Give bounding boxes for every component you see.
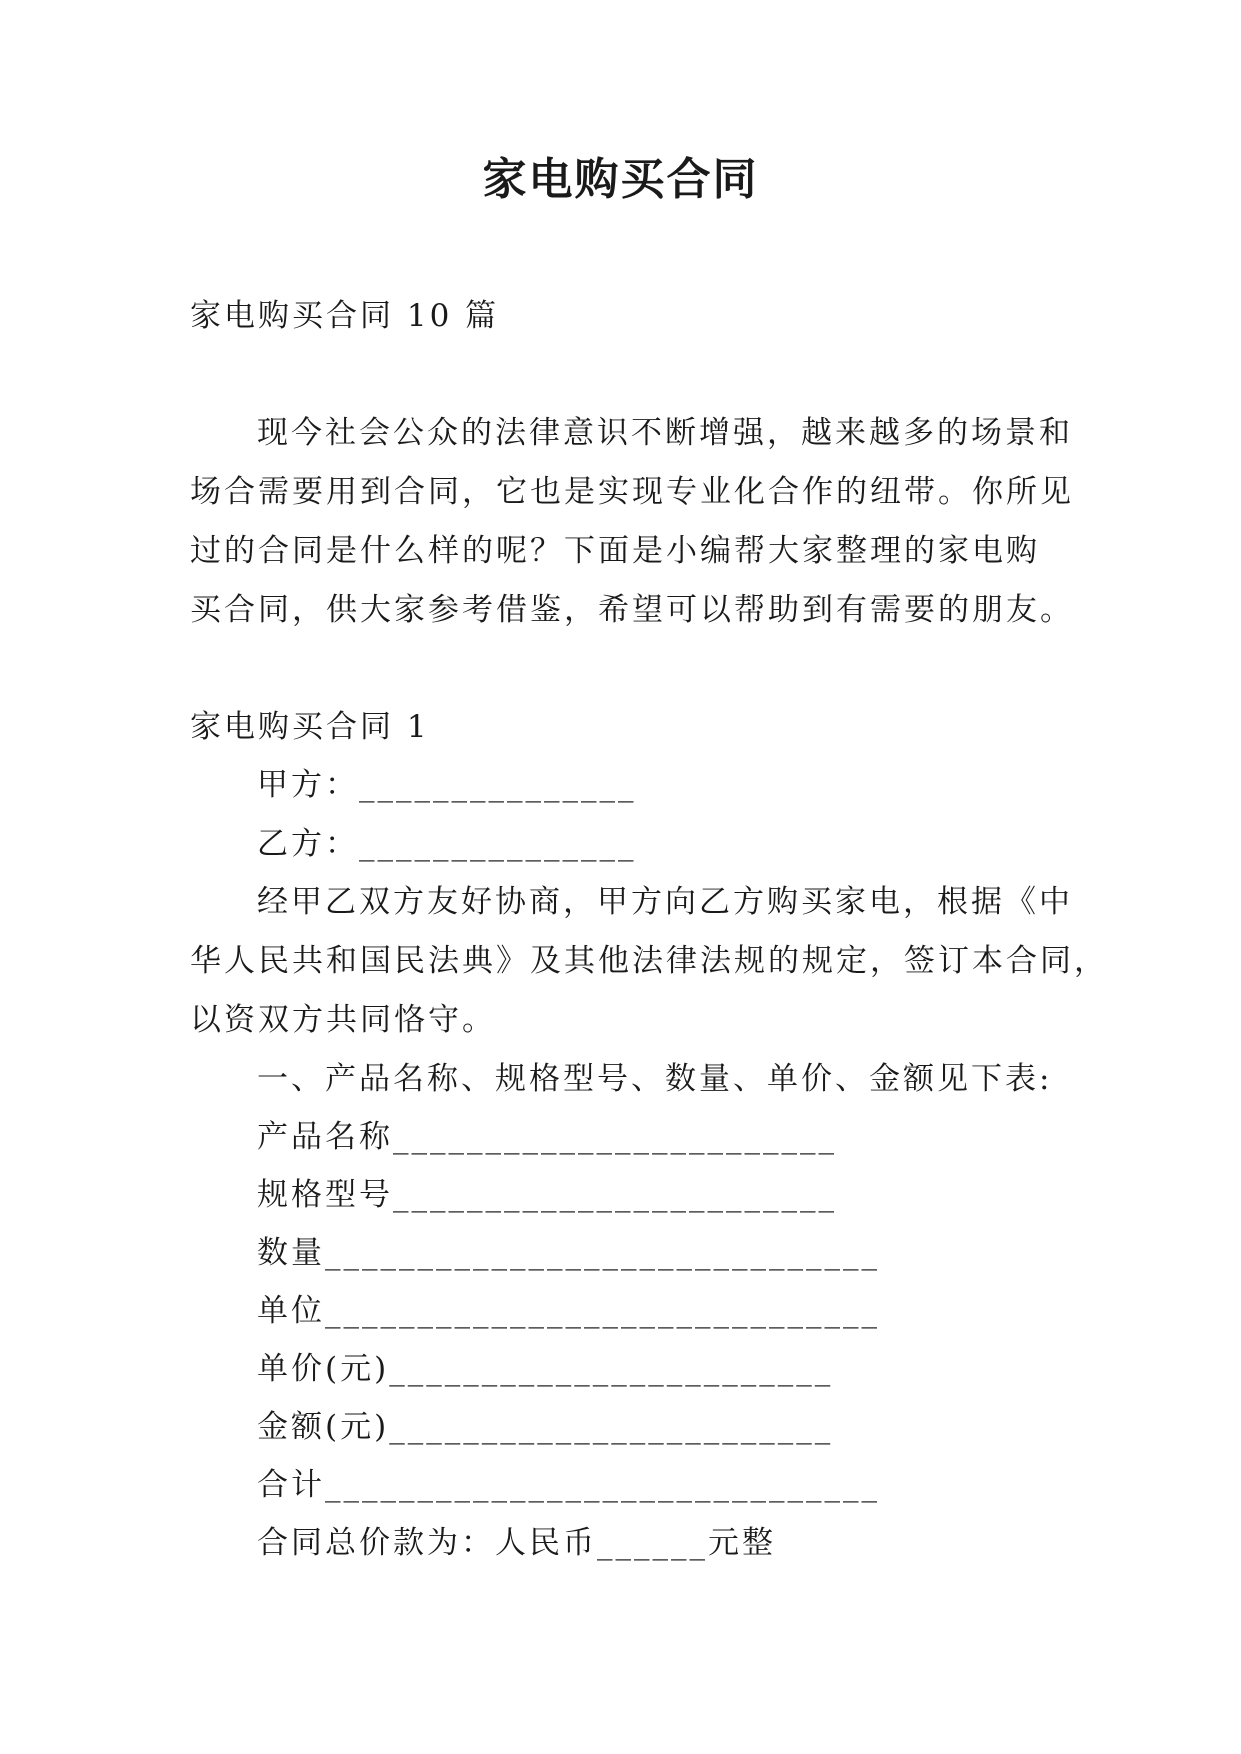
preamble-line-3: 以资双方共同恪守。 (190, 1002, 496, 1038)
document-subtitle: 家电购买合同 10 篇 (190, 298, 500, 334)
total-price-line: 合同总价款为：人民币______元整 (257, 1525, 776, 1561)
field-quantity: 数量______________________________ (257, 1235, 880, 1271)
field-product-name: 产品名称________________________ (257, 1119, 837, 1155)
intro-line-1: 现今社会公众的法律意识不断增强，越来越多的场景和 (257, 415, 1073, 451)
intro-line-3: 过的合同是什么样的呢？下面是小编帮大家整理的家电购 (190, 533, 1040, 569)
intro-line-2: 场合需要用到合同，它也是实现专业化合作的纽带。你所见 (190, 474, 1074, 510)
intro-line-4: 买合同，供大家参考借鉴，希望可以帮助到有需要的朋友。 (190, 592, 1074, 628)
document-title: 家电购买合同 (482, 154, 759, 205)
party-a-line: 甲方：_______________ (257, 767, 637, 803)
field-total: 合计______________________________ (257, 1467, 880, 1503)
party-b-line: 乙方：_______________ (257, 826, 637, 862)
field-unit: 单位______________________________ (257, 1293, 880, 1329)
clause-one: 一、产品名称、规格型号、数量、单价、金额见下表: (257, 1061, 1053, 1097)
preamble-line-2: 华人民共和国民法典》及其他法律法规的规定，签订本合同， (190, 943, 1108, 979)
field-model: 规格型号________________________ (257, 1177, 837, 1213)
field-unit-price: 单价(元)________________________ (257, 1351, 834, 1387)
field-amount: 金额(元)________________________ (257, 1409, 834, 1445)
section-heading: 家电购买合同 1 (190, 709, 430, 745)
preamble-line-1: 经甲乙双方友好协商，甲方向乙方购买家电，根据《中 (257, 884, 1073, 920)
